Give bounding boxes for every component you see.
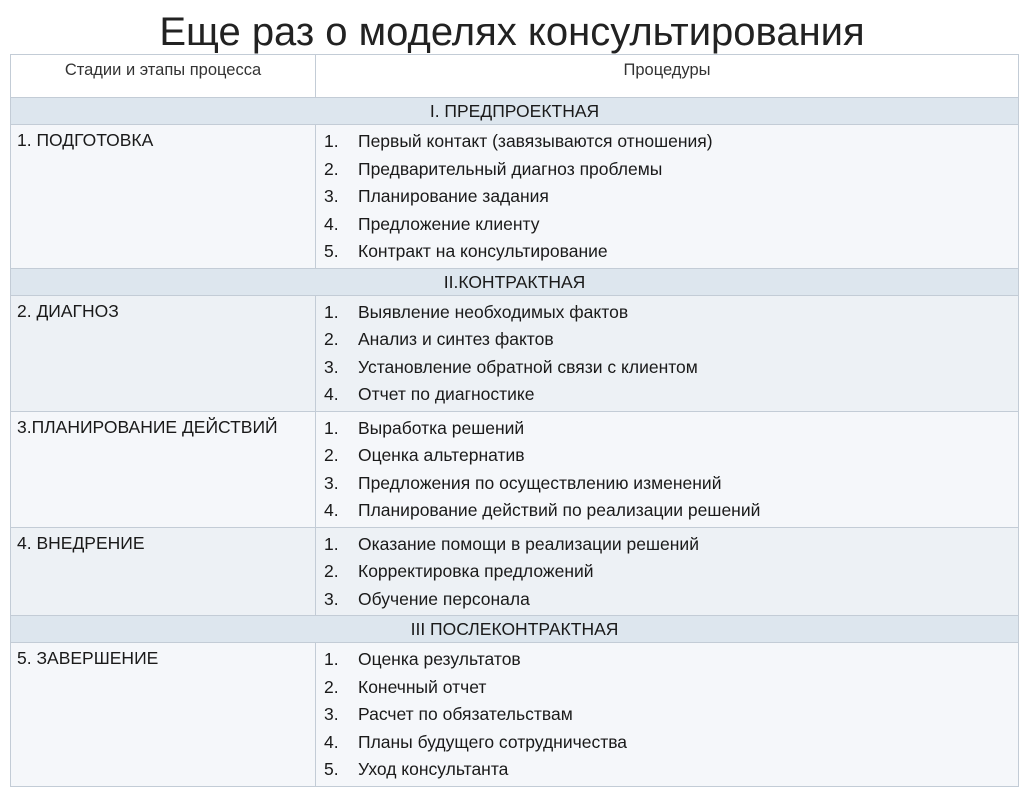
procedure-number: 3. <box>324 356 339 377</box>
procedure-number: 4. <box>324 213 339 234</box>
procedure-item <box>316 238 1018 266</box>
stage-label: 3.ПЛАНИРОВАНИЕ ДЕЙСТВИЙ <box>17 416 278 437</box>
procedure-text: Расчет по обязательствам <box>358 704 573 724</box>
procedure-text: Первый контакт (завязываются отношения) <box>358 131 713 151</box>
procedures-cell <box>316 527 1019 616</box>
table-row <box>11 125 1019 269</box>
procedure-number: 1. <box>324 533 339 554</box>
procedure-number: 3. <box>324 588 339 609</box>
procedure-item <box>316 470 1018 498</box>
procedure-text: Анализ и синтез фактов <box>358 329 554 349</box>
procedure-item <box>316 531 1018 559</box>
procedure-item <box>316 558 1018 586</box>
stage-label: 1. ПОДГОТОВКА <box>17 130 154 150</box>
procedure-item <box>316 646 1018 674</box>
stage-cell <box>11 411 316 527</box>
procedure-text: Предложения по осуществлению изменений <box>358 472 722 493</box>
procedure-text: Планирование действий по реализации решений <box>358 500 761 520</box>
table-header-row <box>11 55 1019 98</box>
procedure-text: Оказание помощи в реализации решений <box>358 533 699 554</box>
procedure-item <box>316 497 1018 525</box>
stage-cell <box>11 295 316 411</box>
procedure-number: 3. <box>324 186 339 206</box>
procedure-number: 2. <box>324 158 339 179</box>
consulting-models-table <box>10 54 1019 787</box>
procedure-text: Контракт на консультирование <box>358 241 608 261</box>
section-row <box>11 268 1019 295</box>
procedure-text: Оценка результатов <box>358 649 521 669</box>
procedures-cell <box>316 295 1019 411</box>
procedure-number: 2. <box>324 329 339 349</box>
procedure-text: Уход консультанта <box>358 759 509 779</box>
procedure-item <box>316 442 1018 470</box>
section-label: III ПОСЛЕКОНТРАКТНАЯ <box>11 616 1019 643</box>
table-row <box>11 411 1019 527</box>
slide-title: Еще раз о моделях консультирования <box>159 10 865 54</box>
procedure-text: Предложение клиенту <box>358 213 540 234</box>
procedure-item <box>316 156 1018 184</box>
procedure-item <box>316 128 1018 156</box>
section-label: II.КОНТРАКТНАЯ <box>11 268 1019 295</box>
procedure-item <box>316 354 1018 382</box>
procedure-list <box>316 643 1018 786</box>
procedure-item <box>316 415 1018 443</box>
stage-cell <box>11 125 316 269</box>
procedure-item <box>316 701 1018 729</box>
procedure-number: 1. <box>324 649 339 669</box>
procedure-text: Оценка альтернатив <box>358 445 525 465</box>
table-row <box>11 295 1019 411</box>
table-row <box>11 643 1019 787</box>
procedure-number: 5. <box>324 759 339 779</box>
procedure-item <box>316 183 1018 211</box>
section-label: I. ПРЕДПРОЕКТНАЯ <box>11 98 1019 125</box>
procedures-cell <box>316 643 1019 787</box>
procedure-item <box>316 381 1018 409</box>
procedure-number: 5. <box>324 241 339 261</box>
procedure-text: Обучение персонала <box>358 588 530 609</box>
section-row <box>11 616 1019 643</box>
procedure-text: Корректировка предложений <box>358 561 594 581</box>
stage-cell <box>11 643 316 787</box>
procedure-text: Планы будущего сотрудничества <box>358 731 628 752</box>
procedures-cell <box>316 125 1019 269</box>
procedure-text: Отчет по диагностике <box>358 384 535 404</box>
procedure-number: 3. <box>324 704 339 724</box>
header-stages: Стадии и этапы процесса <box>11 55 316 98</box>
procedure-text: Установление обратной связи с клиентом <box>358 356 698 377</box>
procedure-number: 4. <box>324 731 339 752</box>
procedure-item <box>316 674 1018 702</box>
stage-label: 5. ЗАВЕРШЕНИЕ <box>17 648 159 668</box>
table-row <box>11 527 1019 616</box>
table-body <box>11 98 1019 787</box>
procedure-text: Выявление необходимых фактов <box>358 301 629 322</box>
procedure-number: 2. <box>324 676 339 697</box>
procedure-list <box>316 528 1018 616</box>
section-row <box>11 98 1019 125</box>
procedure-item <box>316 729 1018 757</box>
procedure-number: 3. <box>324 472 339 493</box>
procedure-item <box>316 756 1018 784</box>
procedure-list <box>316 125 1018 268</box>
stage-label: 2. ДИАГНОЗ <box>17 300 119 321</box>
procedure-text: Конечный отчет <box>358 676 487 697</box>
procedure-item <box>316 586 1018 614</box>
stage-cell <box>11 527 316 616</box>
procedure-text: Планирование задания <box>358 186 549 206</box>
procedure-number: 2. <box>324 561 339 581</box>
procedure-list <box>316 412 1018 527</box>
stage-label: 4. ВНЕДРЕНИЕ <box>17 532 145 553</box>
header-procedures: Процедуры <box>316 55 1019 98</box>
procedure-number: 4. <box>324 384 339 404</box>
procedure-number: 1. <box>324 417 339 438</box>
procedure-item <box>316 211 1018 239</box>
procedures-cell <box>316 411 1019 527</box>
procedure-list <box>316 296 1018 411</box>
procedure-number: 4. <box>324 500 339 520</box>
procedure-number: 2. <box>324 445 339 465</box>
procedure-number: 1. <box>324 131 339 151</box>
procedure-text: Предварительный диагноз проблемы <box>358 158 663 179</box>
procedure-number: 1. <box>324 301 339 322</box>
procedure-item <box>316 299 1018 327</box>
procedure-text: Выработка решений <box>358 417 525 438</box>
procedure-item <box>316 326 1018 354</box>
